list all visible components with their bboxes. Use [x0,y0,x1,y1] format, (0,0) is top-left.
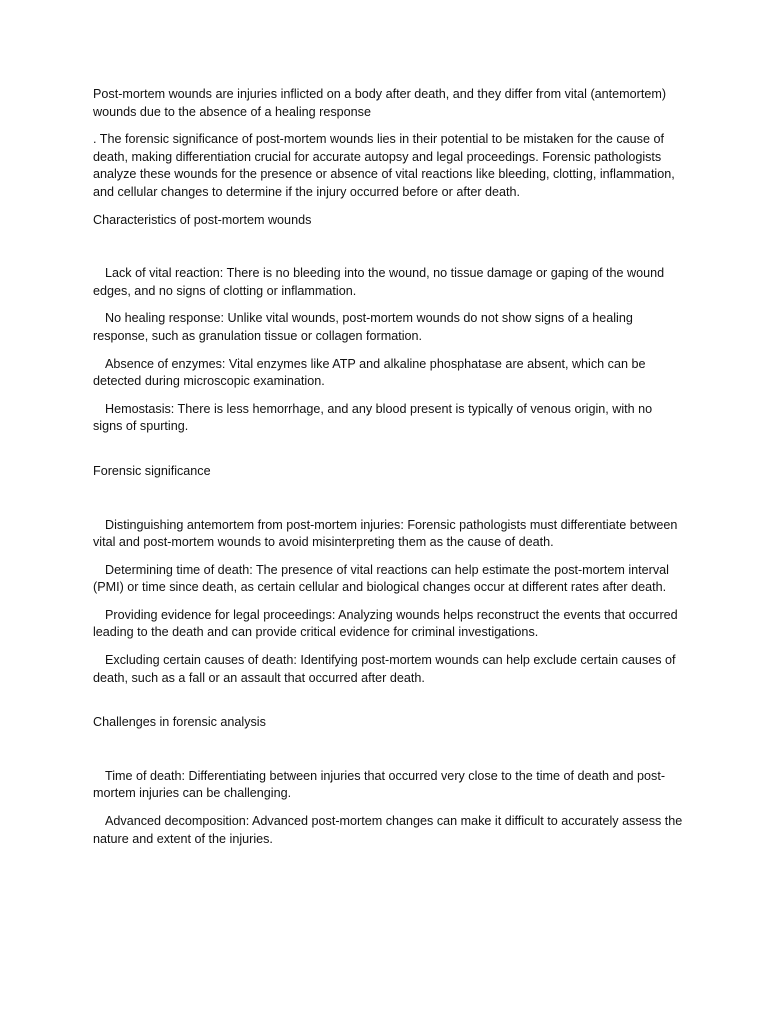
spacer [93,239,683,265]
list-item: Absence of enzymes: Vital enzymes like ATP and alkaline phosphatase are absent, which can be detected during microscopic examination. [93,356,646,389]
intro-paragraph-2: . The forensic significance of post-mortem wounds lies in their potential to be mistaken for the cause of death, making differentiation crucial for accurate autopsy and legal proceedings. Forensic pathologists analyze these wounds for the presence or absence of vital reactions like bleeding, clotting, inflammation, and cellular changes to determine if the injury occurred before or after death. [93,132,675,199]
list-item: Time of death: Differentiating between injuries that occurred very close to the time of death and post-mortem injuries can be challenging. [93,768,666,801]
list-item: No healing response: Unlike vital wounds, post-mortem wounds do not show signs of a healing response, such as granulation tissue or collagen formation. [93,311,633,343]
list-item: Excluding certain causes of death: Identifying post-mortem wounds can help exclude certain causes of death, such as a fall or an assault that occurred after death. [93,653,676,685]
list-item: Determining time of death: The presence of vital reactions can help estimate the post-mortem interval (PMI) or time since death, as certain cellular and biological changes occur at different rates after death. [93,562,669,595]
spacer [93,742,683,768]
document-body [93,86,683,858]
list-item: Lack of vital reaction: There is no bleeding into the wound, no tissue damage or gaping of the wound edges, and no signs of clotting or inflammation. [93,266,665,298]
section-heading-challenges: Challenges in forensic analysis [93,715,266,730]
spacer [93,491,683,517]
spacer [93,446,683,463]
spacer [93,697,683,714]
list-item: Providing evidence for legal proceedings: Analyzing wounds helps reconstruct the events that occurred leading to the death and can provide critical evidence for criminal investigations. [93,607,678,640]
intro-paragraph-1: Post-mortem wounds are injuries inflicted on a body after death, and they differ from vital (antemortem) wounds due to the absence of a healing response [93,87,667,119]
section-heading-characteristics: Characteristics of post-mortem wounds [93,212,312,227]
list-item: Advanced decomposition: Advanced post-mortem changes can make it difficult to accurately assess the nature and extent of the injuries. [93,814,683,846]
section-heading-forensic-significance: Forensic significance [93,463,211,478]
list-item: Distinguishing antemortem from post-mortem injuries: Forensic pathologists must differentiate between vital and post-mortem wounds to avoid misinterpreting them as the cause of death. [93,517,678,550]
list-item: Hemostasis: There is less hemorrhage, and any blood present is typically of venous origin, with no signs of spurting. [93,401,653,434]
